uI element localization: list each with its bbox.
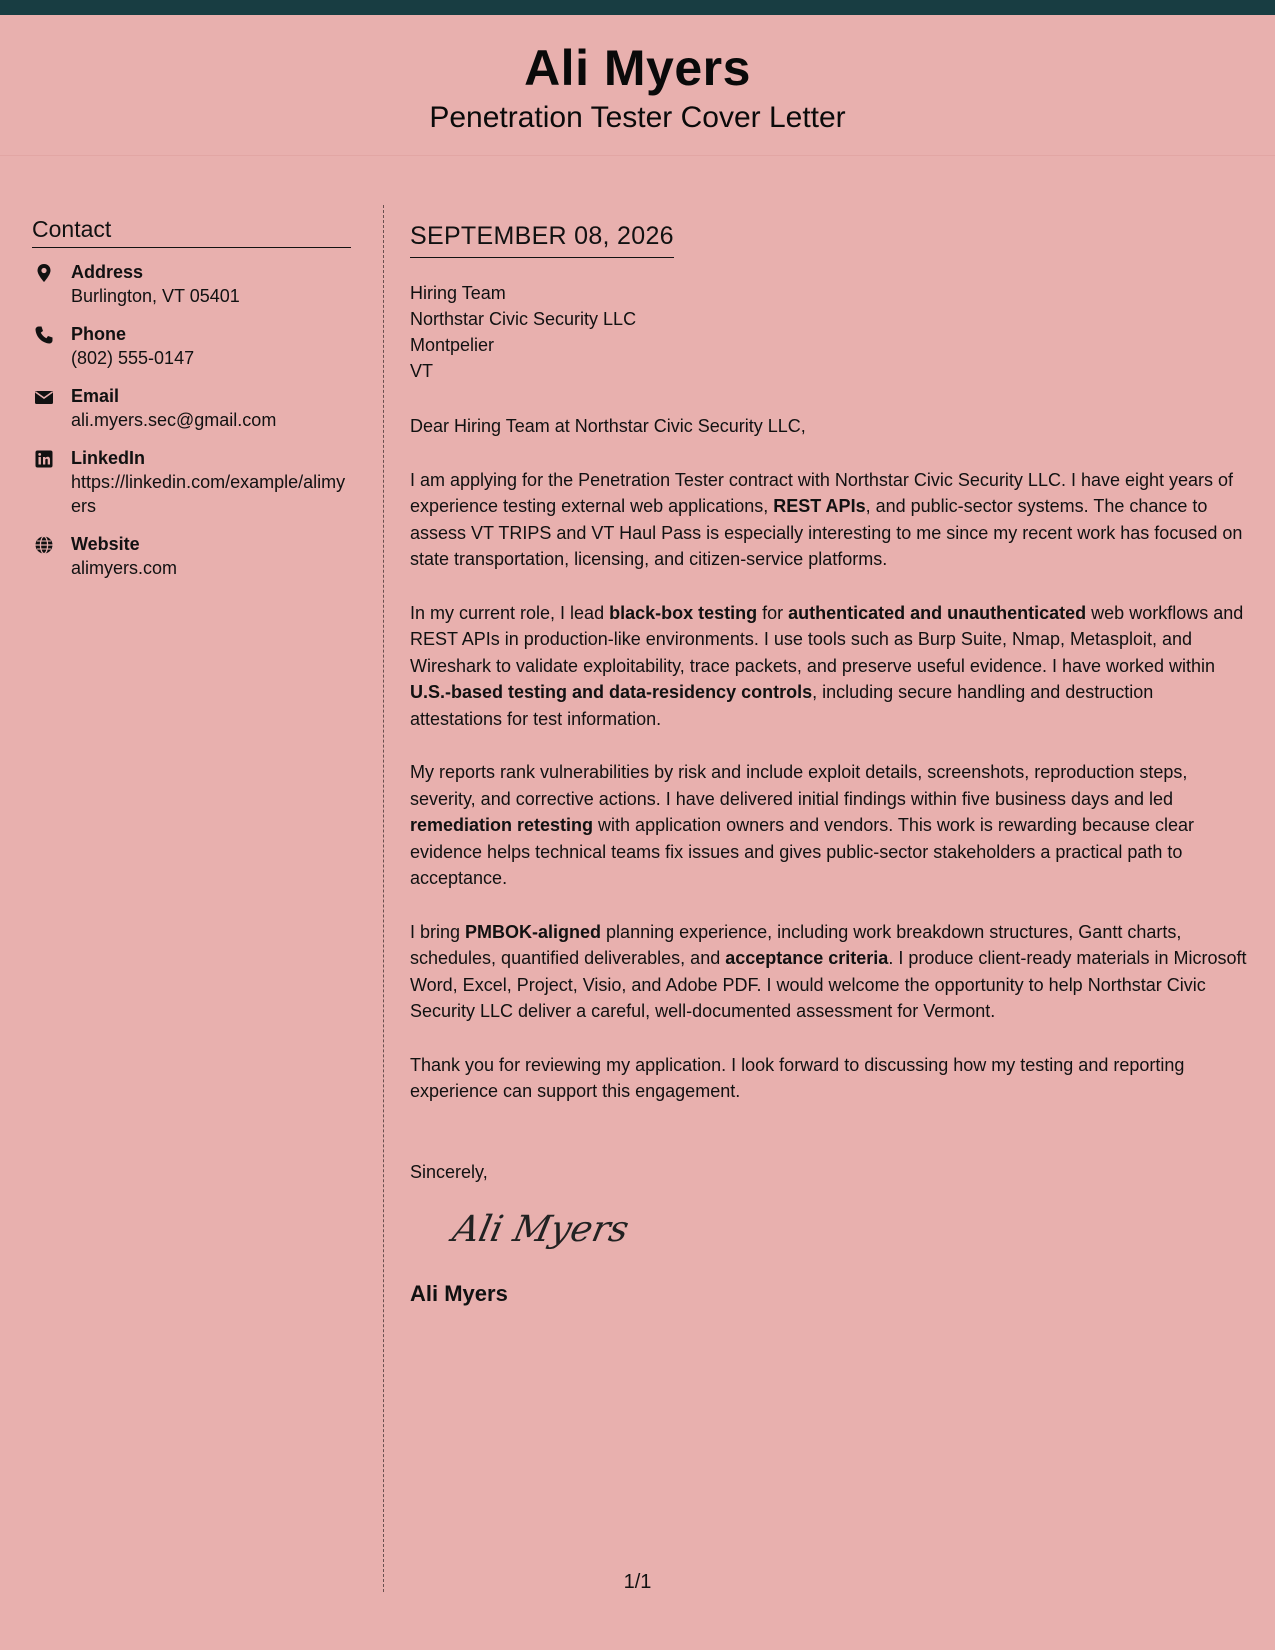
contact-value[interactable]: alimyers.com (71, 558, 178, 578)
contact-linkedin (32, 446, 351, 518)
body-text: I bring (410, 921, 466, 942)
emphasis-text: authenticated and unauthenticated (788, 602, 1087, 623)
contact-phone (32, 322, 351, 370)
contact-label: Address (71, 262, 144, 282)
body-text: My reports rank vulnerabilities by risk and include exploit details, screenshots, reproduction steps, severity, and corrective actions. I have delivered initial findings within five business days and led (410, 762, 1188, 809)
recipient-line: VT (410, 361, 434, 381)
letter-date: SEPTEMBER 08, 2026 (410, 224, 674, 258)
signature-text: Ali Myers (449, 1207, 633, 1250)
body-text: I am applying for the Penetration Tester contract with Northstar Civic Security LLC. I have eight years of experience testing external web applications, (410, 469, 1234, 516)
contact-value[interactable]: https://linkedin.com/example/alimyers (71, 472, 346, 516)
contact-sidebar (32, 218, 351, 580)
recipient-line: Northstar Civic Security LLC (410, 309, 637, 329)
emphasis-text: remediation retesting (410, 815, 594, 835)
phone-icon (34, 325, 54, 345)
contact-website (32, 532, 351, 580)
recipient-block (410, 280, 1250, 384)
body-text: , including secure handling and destruction attestations for test information. (410, 682, 1154, 729)
body-text: planning experience, including work breakdown structures, Gantt charts, schedules, quantified deliverables, and (410, 921, 1182, 968)
recipient-line: Hiring Team (410, 283, 506, 303)
globe-icon (34, 535, 54, 555)
contact-label: LinkedIn (71, 448, 146, 468)
body-paragraph (410, 600, 1250, 733)
envelope-icon (34, 387, 54, 407)
body-text: , and public-sector systems. The chance to assess VT TRIPS and VT Haul Pass is especially interesting to me since my recent work has focused on state transportation, licensing, and citizen-service platforms. (410, 496, 1243, 569)
body-paragraph (410, 467, 1250, 573)
emphasis-text: acceptance criteria (725, 948, 889, 968)
contact-value: (802) 555-0147 (71, 348, 195, 368)
body-text: web workflows and REST APIs in production-like environments. I use tools such as Burp Suite, Nmap, Metasploit, and Wireshark to validate exploitability, trace packets, and preserve useful evidence. I have worked within (410, 602, 1244, 676)
contact-label: Phone (71, 324, 127, 344)
contact-value: ali.myers.sec@gmail.com (71, 410, 277, 430)
emphasis-text: U.S.-based testing and data-residency controls (410, 682, 813, 702)
contact-address (32, 260, 351, 308)
body-paragraph (410, 919, 1250, 1025)
page-number: 1/1 (623, 1571, 652, 1593)
column-divider (383, 205, 384, 1592)
emphasis-text: PMBOK-aligned (465, 921, 602, 942)
contact-email (32, 384, 351, 432)
page-header (0, 15, 1275, 156)
linkedin-icon (34, 449, 54, 469)
body-text: . I produce client-ready materials in Microsoft Word, Excel, Project, Visio, and Adobe PDF. I would welcome the opportunity to help Northstar Civic Security LLC deliver a careful, well-documented assessment for Vermont. (410, 948, 1247, 1021)
letter-body (410, 224, 1250, 1307)
document-subtitle: Penetration Tester Cover Letter (429, 101, 846, 134)
body-text: In my current role, I lead (410, 602, 610, 623)
map-pin-icon (34, 263, 54, 283)
top-bar (0, 0, 1275, 15)
body-text: for (757, 602, 789, 623)
contact-heading: Contact (32, 218, 351, 248)
body-paragraph (410, 1052, 1250, 1105)
contact-label: Email (71, 386, 120, 406)
emphasis-text: REST APIs (773, 496, 866, 516)
signature (448, 1199, 648, 1259)
body-text: Thank you for reviewing my application. I look forward to discussing how my testing and reporting experience can support this engagement. (410, 1054, 1185, 1101)
body-paragraph (410, 759, 1250, 892)
salutation: Dear Hiring Team at Northstar Civic Security LLC, (410, 416, 806, 436)
closing: Sincerely, (410, 1161, 488, 1182)
recipient-line: Montpelier (410, 335, 495, 355)
signer-name: Ali Myers (410, 1280, 508, 1306)
emphasis-text: black-box testing (609, 602, 758, 623)
body-text: with application owners and vendors. This work is rewarding because clear evidence helps technical teams fix issues and gives public-sector stakeholders a practical path to acceptance. (410, 815, 1195, 888)
contact-label: Website (71, 534, 140, 554)
applicant-name: Ali Myers (524, 40, 751, 96)
contact-value: Burlington, VT 05401 (71, 286, 240, 306)
